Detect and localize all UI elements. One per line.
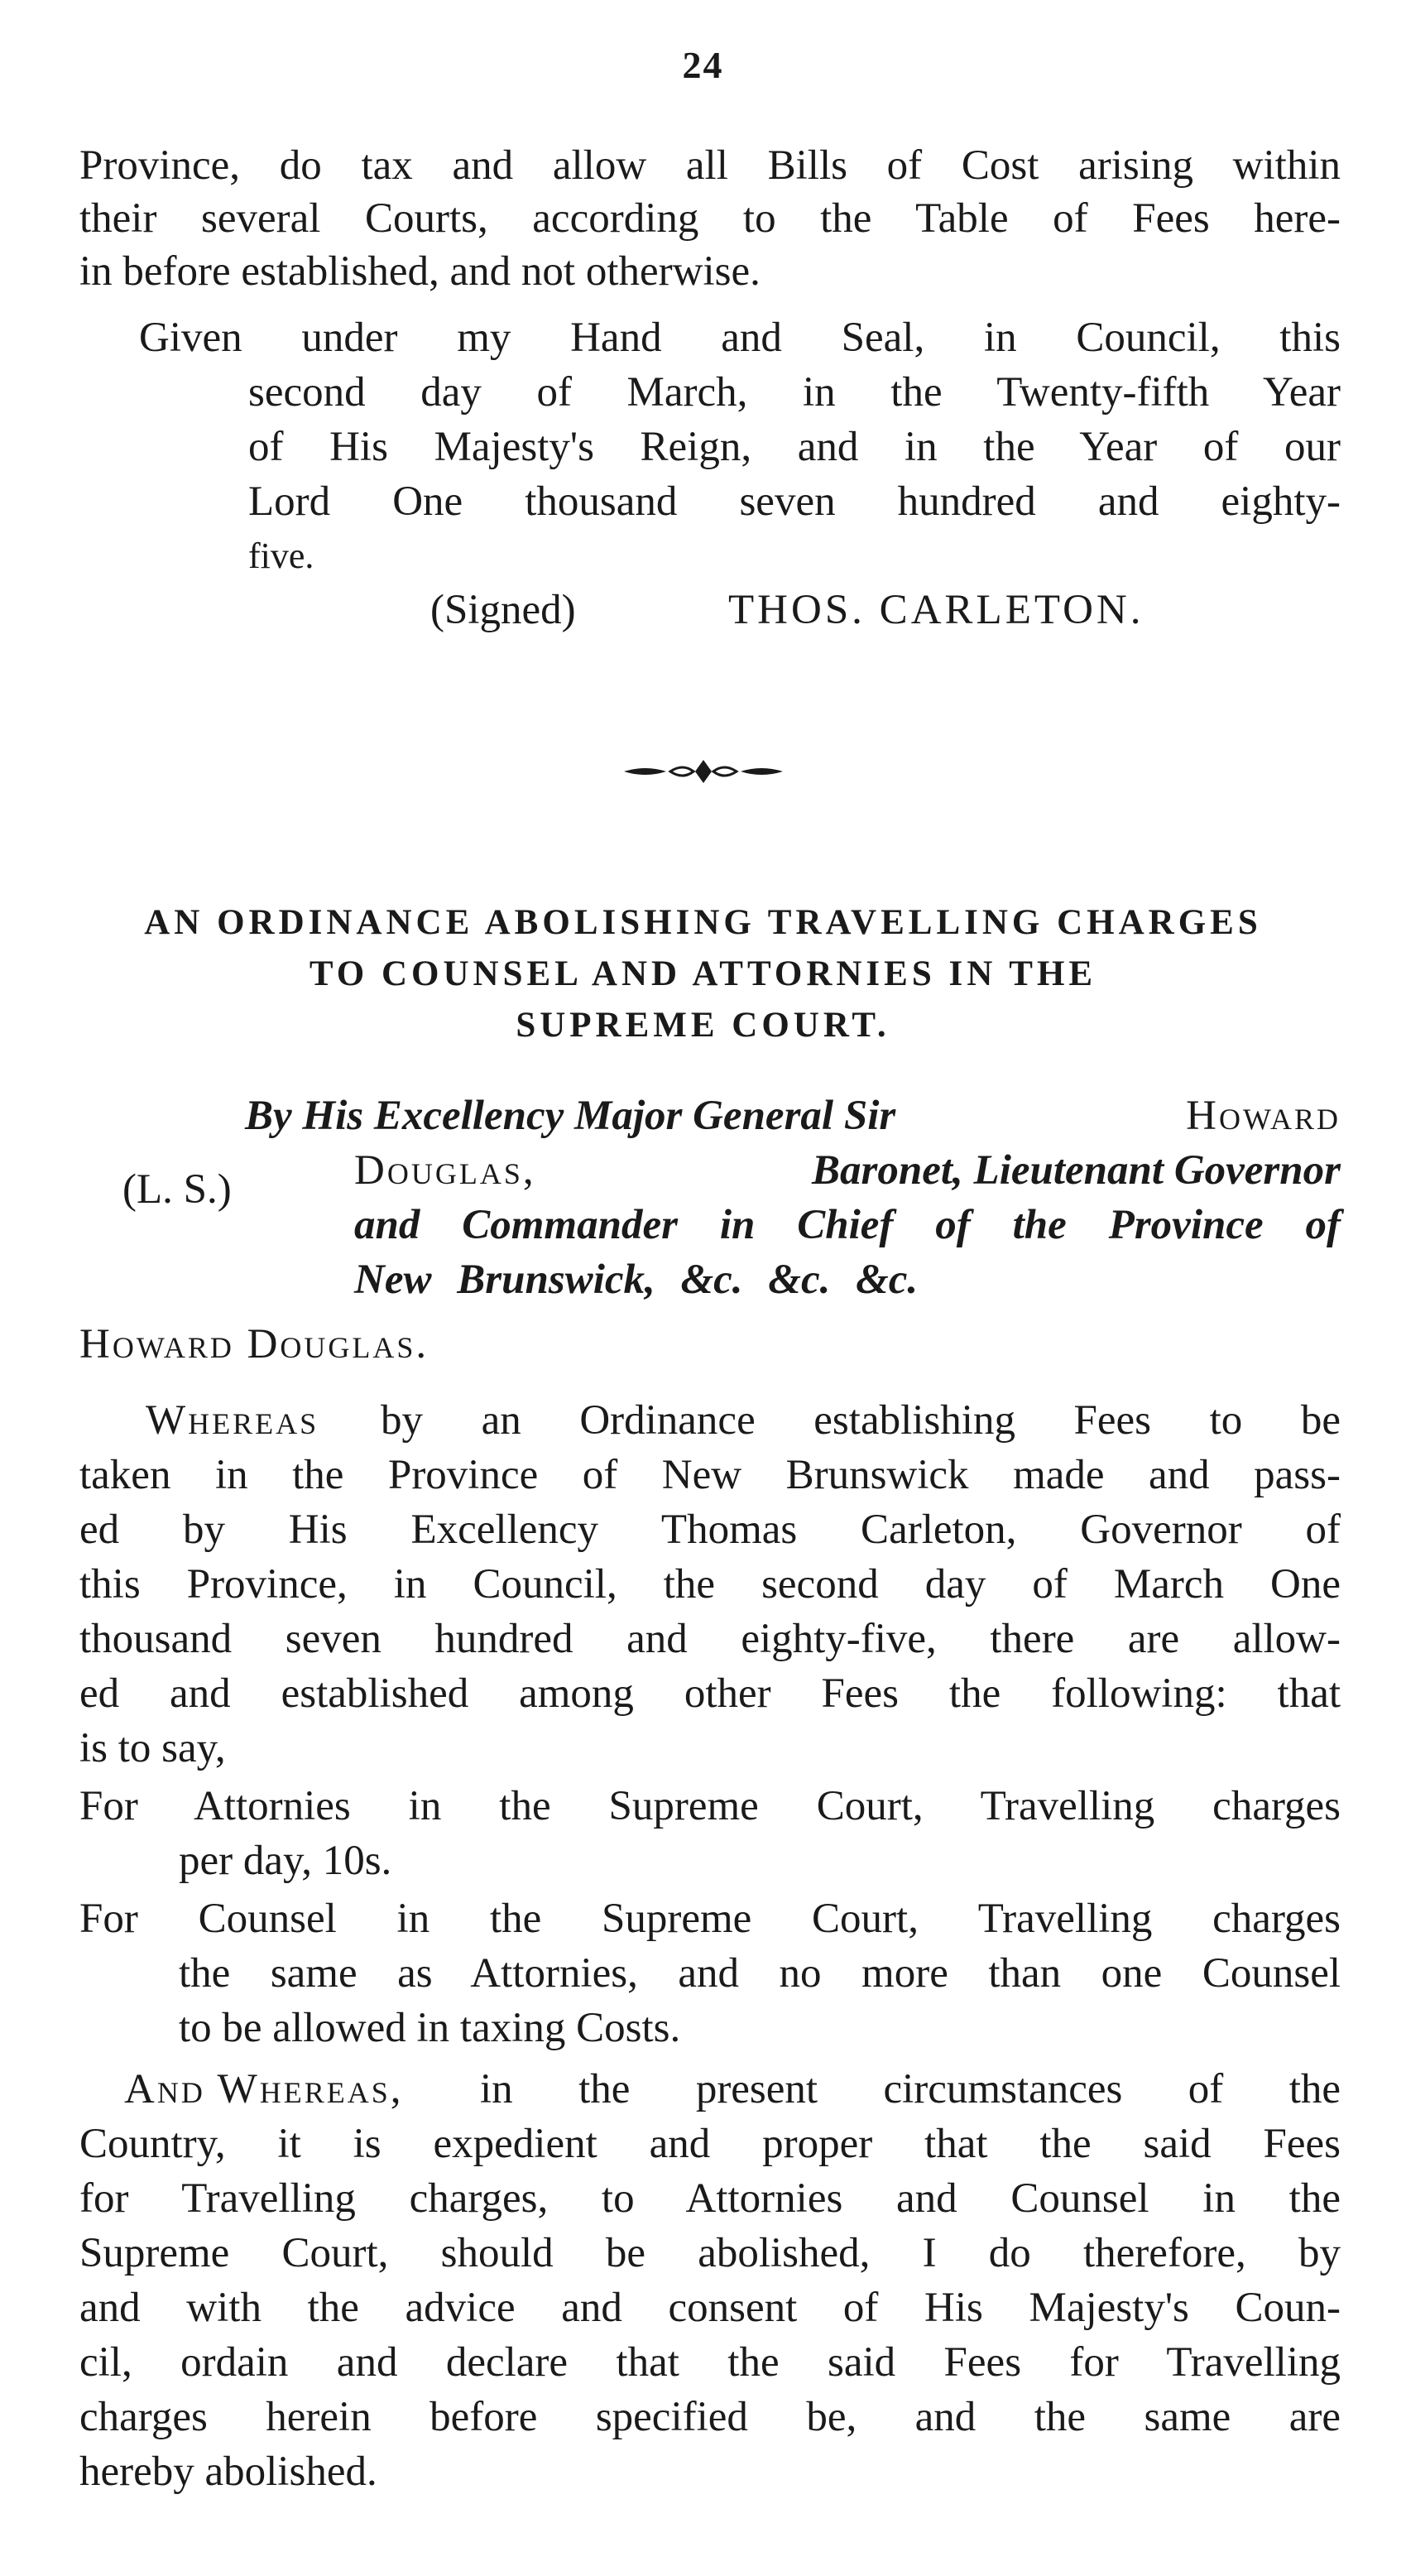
whereas-lead: Whereas (146, 1397, 319, 1444)
whereas-line: ed and established among other Fees the following: that (79, 1670, 1341, 1717)
page-number: 24 (682, 44, 724, 86)
text-line: their several Courts, according to the Table of Fees here- (79, 195, 1341, 242)
whereas-line: hereby abolished. (79, 2449, 377, 2495)
whereas-line: charges herein before specified be, and the same are (79, 2394, 1341, 2440)
ornament-divider-icon (621, 755, 786, 788)
given-line: second day of March, in the Twenty-fifth Year (248, 369, 1341, 416)
whereas-line: this Province, in Council, the second day of March One (79, 1561, 1341, 1608)
whereas-line: and with the advice and consent of His Majesty's Coun- (79, 2285, 1341, 2331)
whereas-line: cil, ordain and declare that the said Fees for Travelling (79, 2339, 1341, 2386)
whereas-lead: And Whereas, (124, 2066, 404, 2112)
fee-item-line: For Attornies in the Supreme Court, Travelling charges (79, 1783, 1341, 1829)
whereas-line (146, 1394, 1341, 1447)
signatory-name: THOS. CARLETON. (728, 587, 1144, 633)
issuer-line-4: New Brunswick, &c. &c. &c. (354, 1257, 919, 1303)
fee-item-line: For Counsel in the Supreme Court, Travelling charges (79, 1896, 1341, 1942)
issuer-name: Howard (1186, 1093, 1341, 1139)
ordinance-title-line: SUPREME COURT. (516, 1006, 890, 1045)
ordinance-title-line: AN ORDINANCE ABOLISHING TRAVELLING CHARGES (144, 903, 1262, 942)
issuer-line-2 (354, 1144, 1341, 1197)
signature-header: Howard Douglas. (79, 1321, 429, 1367)
signed-label: (Signed) (430, 587, 576, 633)
whereas-line: thousand seven hundred and eighty-five, there are allow- (79, 1616, 1341, 1662)
whereas-line: Supreme Court, should be abolished, I do therefore, by (79, 2230, 1341, 2276)
whereas-line: for Travelling charges, to Attornies and Counsel in the (79, 2175, 1341, 2222)
whereas-text: by an Ordinance establishing Fees to be (381, 1397, 1341, 1444)
issuer-name: Douglas, (354, 1147, 536, 1194)
whereas-line: taken in the Province of New Brunswick made and pass- (79, 1452, 1341, 1498)
issuer-text: Baronet, Lieutenant Governor (812, 1147, 1341, 1194)
issuer-line-3: and Commander in Chief of the Province of (354, 1202, 1341, 1248)
given-line: Given under my Hand and Seal, in Council, this (139, 315, 1341, 361)
whereas-line: ed by His Excellency Thomas Carleton, Governor of (79, 1507, 1341, 1553)
given-line: Lord One thousand seven hundred and eighty- (248, 478, 1341, 525)
ordinance-title-line: TO COUNSEL AND ATTORNIES IN THE (309, 954, 1097, 993)
fee-item-line: the same as Attornies, and no more than one Counsel (179, 1950, 1341, 1997)
whereas-line: Country, it is expedient and proper that the said Fees (79, 2121, 1341, 2167)
issuer-line-1 (245, 1089, 1341, 1142)
whereas-line: is to say, (79, 1725, 226, 1771)
whereas-line (124, 2063, 1341, 2116)
whereas-text: in the present circumstances of the (480, 2066, 1341, 2112)
text-line: in before established, and not otherwise. (79, 248, 761, 295)
given-line: of His Majesty's Reign, and in the Year of our (248, 424, 1341, 470)
fee-item-line: per day, 10s. (179, 1838, 392, 1884)
text-line: Province, do tax and allow all Bills of Cost arising within (79, 142, 1341, 189)
fee-item-line: to be allowed in taxing Costs. (179, 2005, 681, 2051)
issuer-text: By His Excellency Major General Sir (245, 1093, 896, 1139)
given-line: five. (248, 536, 314, 576)
seal-mark: (L. S.) (122, 1166, 232, 1213)
